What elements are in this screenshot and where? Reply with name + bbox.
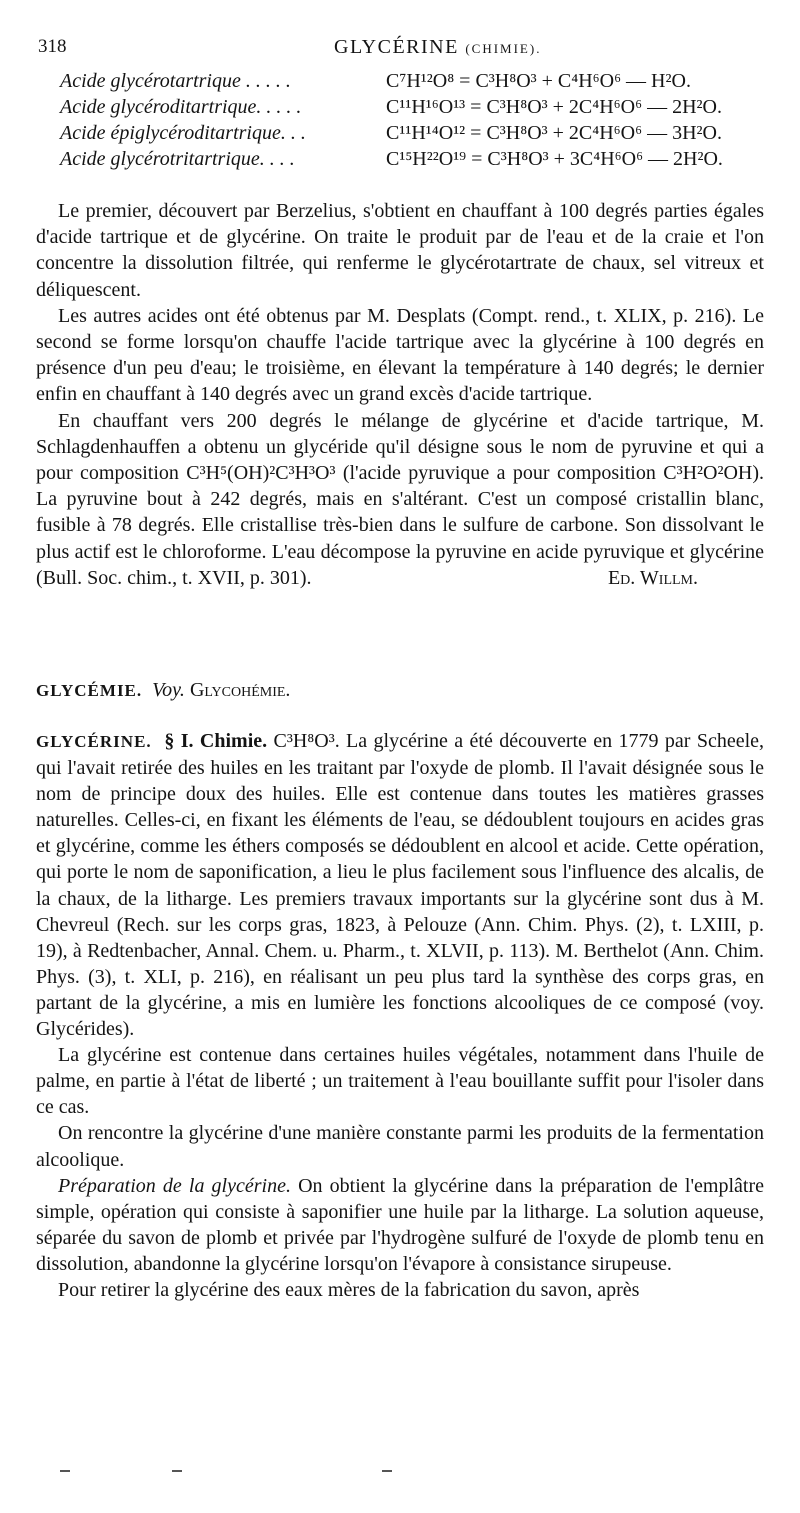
glycerine-entry — [36, 728, 764, 1303]
paragraph — [36, 728, 764, 1042]
paragraph: La glycérine est contenue dans certaines huiles végétales, notamment dans l'huile de palme, en partie à l'état de liberté ; un traitement à l'eau bouillante suffit pour l'isoler dans ce cas. — [36, 1044, 764, 1119]
author-signature: Ed. Willm. — [607, 567, 698, 590]
cross-reference: Glycohémie. — [189, 679, 291, 701]
entry-headword: GLYCÉRINE. — [36, 732, 152, 751]
paragraph-text: On obtient la glycérine dans la préparation de l'emplâtre simple, opération qui consiste à saponifier une huile par la litharge. La solution aqueuse, séparée du savon de plomb et privée par l'hydrogène sulfuré de l'oxyde de plomb tenu en dissolution, abandonne la glycérine lorsqu'on l'évapore à consistance sirupeuse. — [36, 1174, 765, 1275]
paragraph: Le premier, découvert par Berzelius, s'obtient en chauffant à 100 degrés parties égales d'acide tartrique et de glycérine. On traite le produit par de l'eau et de la craie et l'on concentre la dissolution filtrée, qui renferme le glycérotartrate de chaux, sel vitreux et déliquescent. — [36, 200, 764, 301]
acid-name: Acide glycéroditartrique. . . . . — [60, 96, 302, 118]
tartaric-section — [36, 198, 764, 591]
paragraph — [36, 1173, 764, 1277]
acid-name: Acide glycérotartrique . . . . . — [60, 70, 291, 92]
formula-row — [60, 120, 780, 146]
formula-row — [60, 146, 780, 172]
footer-mark — [60, 1470, 70, 1472]
paragraph — [36, 678, 764, 703]
section-heading: § I. Chimie. — [164, 730, 268, 752]
acid-name: Acide épiglycéroditartrique. . . — [60, 122, 306, 144]
acid-formula: C⁷H¹²O⁸ = C³H⁸O³ + C⁴H⁶O⁶ — H²O. — [386, 70, 691, 92]
page-number: 318 — [38, 36, 67, 57]
running-subtitle: (CHIMIE). — [465, 41, 542, 56]
page-header — [38, 36, 762, 64]
acid-formula: C¹¹H¹⁶O¹³ = C³H⁸O³ + 2C⁴H⁶O⁶ — 2H²O. — [386, 96, 722, 118]
formula-row — [60, 68, 780, 94]
footer-mark — [172, 1470, 182, 1472]
paragraph: En chauffant vers 200 degrés le mélange de glycérine et d'acide tartrique, M. Schlagdenhauffen a obtenu un glycéride qu'il désigne sous le nom de pyruvine et qui a pour composition C³H⁵(OH)²C³H³O³ (l'acide pyruvique a pour composition C³H²O²OH). La pyruvine bout à 242 degrés, mais en s'altérant. C'est un composé cristallin blanc, fusible à 78 degrés. Elle cristallise très-bien dans le sulfure de carbone. Son dissolvant le plus actif est le chloroforme. L'eau décompose la pyruvine en acide pyruvique et glycérine (Bull. Soc. chim., t. XVII, p. 301). — [36, 409, 764, 589]
acid-name: Acide glycérotritartrique. . . . — [60, 148, 295, 170]
paragraph-text: C³H⁸O³. La glycérine a été découverte en 1779 par Scheele, qui l'avait retirée des huiles en les traitant par l'oxyde de plomb. Il l'avait désignée sous le nom de principe doux des huiles. Elle est contenue dans toutes les matières grasses naturelles. Celles-ci, en fixant les éléments de l'eau, se dédoublent toujours en acides gras et glycérine, comme les éthers composés se dédoublent en alcool et acide. Cette opération, qui porte le nom de saponification, a lieu le plus facilement sous l'influence des alcalis, de la chaux, de la litharge. Les premiers travaux importants sur la glycérine sont dus à M. Chevreul (Rech. sur les corps gras, 1823, à Pelouze (Ann. Chim. Phys. (2), t. LXIII, p. 19), à Redtenbacher, Annal. Chem. u. Pharm., t. XLVII, p. 113). M. Berthelot (Ann. Chim. Phys. (3), t. XLI, p. 216), en réalisant un peu plus tard la synthèse des corps gras, en partant de la glycérine, a mis en lumière les fonctions alcooliques de ce composé (voy. Glycérides). — [36, 730, 765, 1041]
footer-marks — [60, 1470, 400, 1474]
entry-headword: GLYCÉMIE. — [36, 681, 143, 700]
paragraph: Les autres acides ont été obtenus par M. Desplats (Compt. rend., t. XLIX, p. 216). Le second se forme lorsqu'on chauffe l'acide tartrique avec la glycérine à 100 degrés en présence d'un peu d'eau; le troisième, en élevant la température à 140 degrés; le dernier enfin en chauffant à 140 degrés avec un grand excès d'acide tartrique. — [36, 304, 764, 406]
paragraph: On rencontre la glycérine d'une manière constante parmi les produits de la fermentation alcoolique. — [36, 1122, 764, 1171]
tartaric-acid-formula-table — [60, 68, 780, 172]
see-also-label: Voy. — [152, 679, 185, 701]
running-title — [334, 36, 541, 59]
acid-formula: C¹¹H¹⁴O¹² = C³H⁸O³ + 2C⁴H⁶O⁶ — 3H²O. — [386, 122, 722, 144]
paragraph: Pour retirer la glycérine des eaux mères de la fabrication du savon, après — [58, 1278, 640, 1301]
glycemie-entry — [36, 678, 764, 703]
footer-mark — [382, 1470, 392, 1472]
subsection-title: Préparation de la glycérine. — [58, 1174, 291, 1197]
running-title-main: GLYCÉRINE — [334, 36, 459, 58]
acid-formula: C¹⁵H²²O¹⁹ = C³H⁸O³ + 3C⁴H⁶O⁶ — 2H²O. — [386, 148, 723, 170]
formula-row — [60, 94, 780, 120]
